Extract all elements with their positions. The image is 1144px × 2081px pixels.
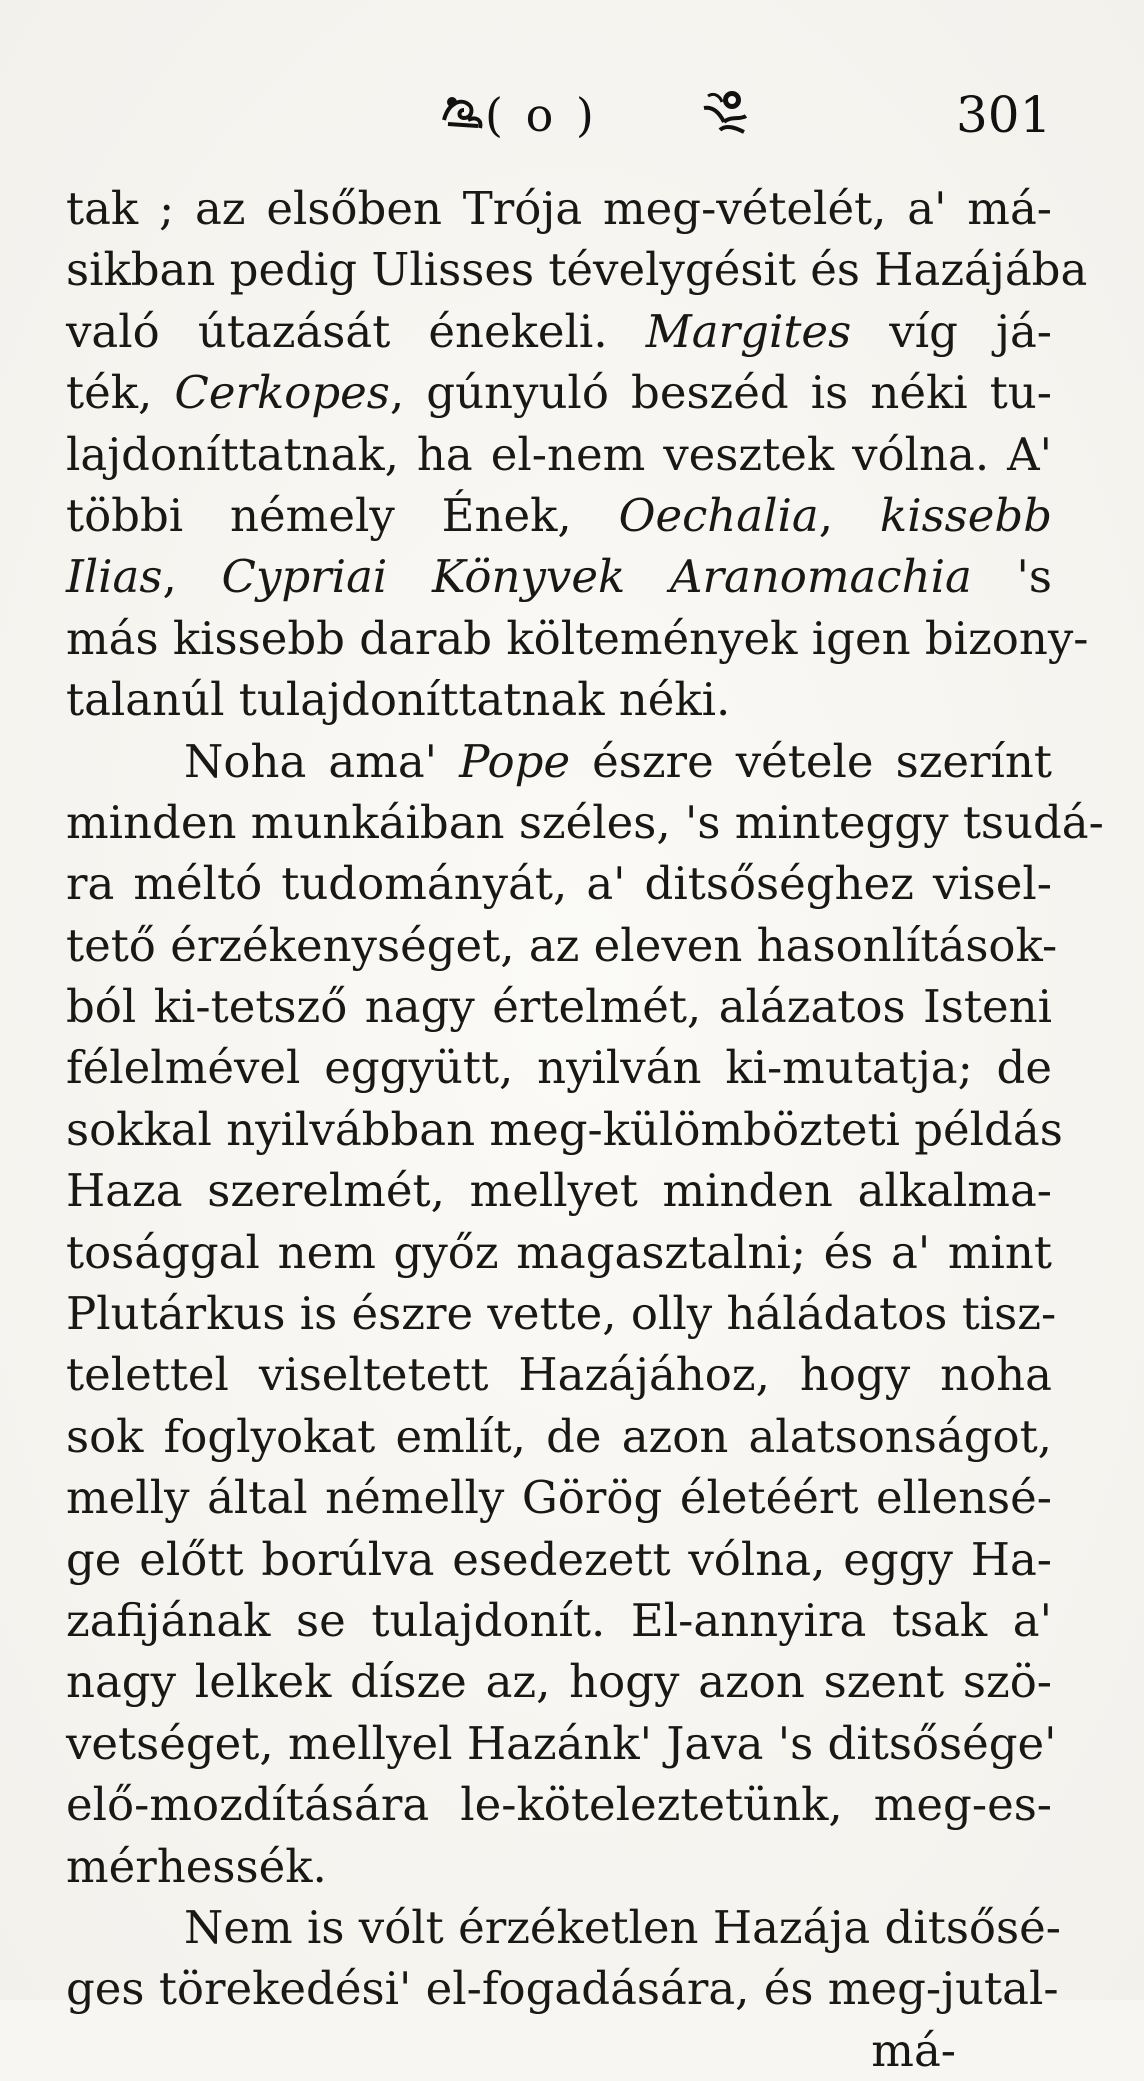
- text-span: sokkal nyilvábban meg-külömbözteti példás: [66, 1102, 1063, 1156]
- text-span: való útazását énekeli.: [66, 304, 646, 358]
- italic-text: Ilias: [66, 550, 163, 604]
- floral-ornament-icon: [700, 86, 754, 140]
- text-line: [66, 1037, 1052, 1098]
- text-span: Noha ama': [184, 734, 460, 788]
- text-span: lajdoníttatnak, ha el-nem vesztek vólna. A': [66, 427, 1052, 481]
- text-span: tető érzékenységet, az eleven hasonlítások-: [66, 918, 1058, 972]
- text-span: ,: [818, 488, 880, 542]
- catchword: má-: [871, 2023, 956, 2077]
- text-line: [66, 178, 1052, 239]
- text-line: [66, 976, 1052, 1037]
- text-span: vetséget, mellyel Hazánk' Java 's ditsősége': [66, 1716, 1057, 1770]
- running-header: [60, 78, 1070, 148]
- text-span: telettel viseltetett Hazájához, hogy noha: [66, 1348, 1052, 1402]
- text-span: Plutárkus is észre vette, olly háládatos tisz-: [66, 1287, 1057, 1341]
- italic-text: Margites: [645, 304, 852, 358]
- italic-text: Oechalia: [618, 488, 819, 542]
- text-span: ból ki-tetsző nagy értelmét, alázatos Isteni: [66, 980, 1052, 1034]
- text-span: elő-mozdítására le-köteleztetünk, meg-es-: [66, 1778, 1052, 1832]
- text-line: [66, 546, 1052, 607]
- text-span: Nem is vólt érzéketlen Hazája ditsősé-: [184, 1900, 1061, 1954]
- text-span: észre vétele szerínt: [570, 734, 1052, 788]
- text-line: [66, 1958, 1059, 2019]
- text-line: [66, 362, 1052, 423]
- text-line: [66, 1590, 1052, 1651]
- text-span: zafijának se tulajdonít. El-annyira tsak a': [66, 1593, 1052, 1647]
- italic-text: kissebb: [879, 488, 1053, 542]
- text-line: [66, 1529, 1052, 1590]
- text-line: [66, 1283, 1057, 1344]
- text-span: mérhessék.: [66, 1839, 327, 1893]
- text-line: [66, 1099, 1063, 1160]
- text-line: [66, 915, 1058, 976]
- text-span: ra méltó tudományát, a' ditsőséghez visel-: [66, 857, 1052, 911]
- text-span: ,: [162, 550, 222, 604]
- text-span: minden munkáiban széles, 's minteggy tsudá-: [66, 795, 1104, 849]
- text-span: tak ; az elsőben Trója meg-vételét, a' má-: [66, 182, 1052, 235]
- text-line: [66, 608, 1089, 669]
- floral-ornament-icon: [438, 90, 486, 138]
- text-line: [66, 1467, 1052, 1528]
- text-line: [66, 853, 1052, 914]
- text-span: Haza szerelmét, mellyet minden alkalma-: [66, 1164, 1052, 1218]
- text-line: [66, 1222, 1052, 1283]
- text-span: félelmével eggyütt, nyilván ki-mutatja; de: [66, 1041, 1052, 1095]
- text-line: [66, 1344, 1052, 1405]
- text-span: víg já-: [851, 304, 1052, 358]
- text-line: [66, 669, 1052, 730]
- text-line: [66, 1651, 1052, 1712]
- text-span: ge előtt borúlva esedezett vólna, eggy Ha-: [66, 1532, 1052, 1586]
- text-line: [66, 485, 1052, 546]
- italic-text: Pope: [459, 734, 571, 788]
- text-line: [66, 1836, 1052, 1897]
- text-line: [66, 424, 1052, 485]
- text-span: többi némely Ének,: [66, 488, 619, 542]
- text-line: [66, 301, 1052, 362]
- text-span: talanúl tulajdoníttatnak néki.: [66, 673, 731, 727]
- text-line: [66, 239, 1088, 300]
- text-line: [66, 1406, 1052, 1467]
- text-span: ték,: [66, 366, 175, 420]
- text-span: nagy lelkek dísze az, hogy azon szent szö-: [66, 1655, 1052, 1709]
- text-span: melly által némelly Görög életéért ellensé-: [66, 1471, 1052, 1525]
- body-text: [66, 178, 1104, 2081]
- italic-text: Cypriai Könyvek Aranomachia: [221, 550, 972, 604]
- text-span: sok foglyokat említ, de azon alatsonságot,: [66, 1409, 1052, 1463]
- text-span: sikban pedig Ulisses tévelygésit és Hazájába: [66, 243, 1088, 297]
- text-line: [66, 792, 1104, 853]
- italic-text: Cerkopes: [174, 366, 390, 420]
- text-span: 's: [971, 550, 1052, 604]
- text-line: [66, 1160, 1052, 1221]
- page-number: 301: [956, 86, 1052, 144]
- text-line: [66, 1774, 1052, 1835]
- text-line: [66, 1713, 1057, 1774]
- text-span: más kissebb darab költemények igen bizony-: [66, 611, 1089, 665]
- page-marker: ( o ): [485, 88, 598, 142]
- text-span: ges törekedési' el-fogadására, és meg-jutal-: [66, 1962, 1059, 2016]
- text-span: , gúnyuló beszéd is néki tu-: [389, 366, 1052, 420]
- text-line: [66, 731, 1052, 792]
- text-span: tosággal nem győz magasztalni; és a' mint: [66, 1225, 1052, 1279]
- text-line: [66, 1897, 1061, 1958]
